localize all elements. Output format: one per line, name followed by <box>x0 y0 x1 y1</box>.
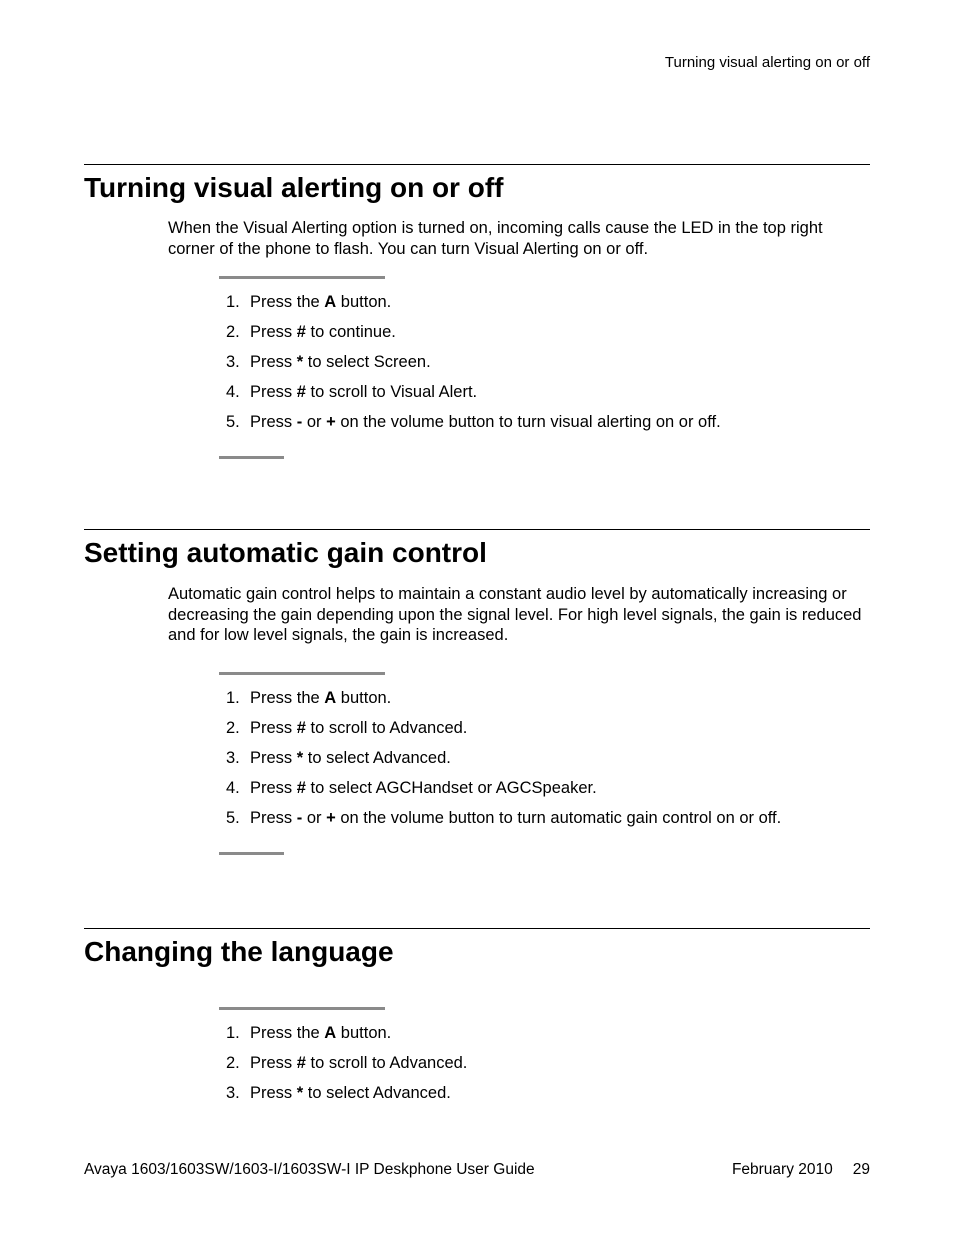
footer-date: February 2010 <box>731 1161 833 1178</box>
section-automatic-gain <box>84 529 870 855</box>
section-rule <box>84 529 870 530</box>
list-item: 1. Press the A button. <box>226 293 392 311</box>
list-item: 2. Press # to continue. <box>226 323 396 341</box>
footer-guide-title: Avaya 1603/1603SW/1603-I/1603SW-I IP Deskphone User Guide <box>84 1161 535 1178</box>
steps-list <box>84 1023 870 1103</box>
list-item: 3. Press * to select Advanced. <box>226 748 451 767</box>
list-item: 3. Press * to select Advanced. <box>226 1084 451 1102</box>
list-item: 2. Press # to scroll to Advanced. <box>226 718 468 737</box>
list-item: 2. Press # to scroll to Advanced. <box>226 1054 468 1072</box>
list-item: 1. Press the A button. <box>226 1024 392 1042</box>
section-title: Setting automatic gain control <box>84 537 487 568</box>
list-item: 4. Press # to select AGCHandset or AGCSpeaker. <box>226 778 597 797</box>
steps-list <box>84 292 870 432</box>
steps-list <box>84 688 870 828</box>
procedure-rule-top <box>219 276 385 279</box>
running-header: Turning visual alerting on or off <box>664 54 870 71</box>
section-visual-alerting <box>84 164 870 459</box>
section-title: Turning visual alerting on or off <box>84 172 504 203</box>
list-item: 4. Press # to scroll to Visual Alert. <box>226 383 478 401</box>
section-changing-language <box>84 928 870 1103</box>
procedure-rule-bottom <box>219 456 284 459</box>
section-rule <box>84 928 870 929</box>
section-rule <box>84 164 870 165</box>
section-intro: When the Visual Alerting option is turned on, incoming calls cause the LED in the top right corner of the phone to flash. You can turn Visual Alerting on or off. <box>168 219 823 258</box>
footer-date-page <box>732 1161 870 1179</box>
section-title: Changing the language <box>84 936 394 967</box>
page-number: 29 <box>852 1161 870 1178</box>
list-item: 5. Press - or + on the volume button to turn automatic gain control on or off. <box>226 808 782 827</box>
list-item: 1. Press the A button. <box>226 688 392 707</box>
list-item: 3. Press * to select Screen. <box>226 353 431 371</box>
procedure-rule-top <box>219 1007 385 1010</box>
procedure-rule-top <box>219 672 385 675</box>
list-item: 5. Press - or + on the volume button to turn visual alerting on or off. <box>226 413 721 431</box>
section-intro: Automatic gain control helps to maintain a constant audio level by automatically increasing or decreasing the gain depending upon the signal level. For high level signals, the gain is reduced and for low level signals, the gain is increased. <box>168 585 862 644</box>
procedure-rule-bottom <box>219 852 284 855</box>
